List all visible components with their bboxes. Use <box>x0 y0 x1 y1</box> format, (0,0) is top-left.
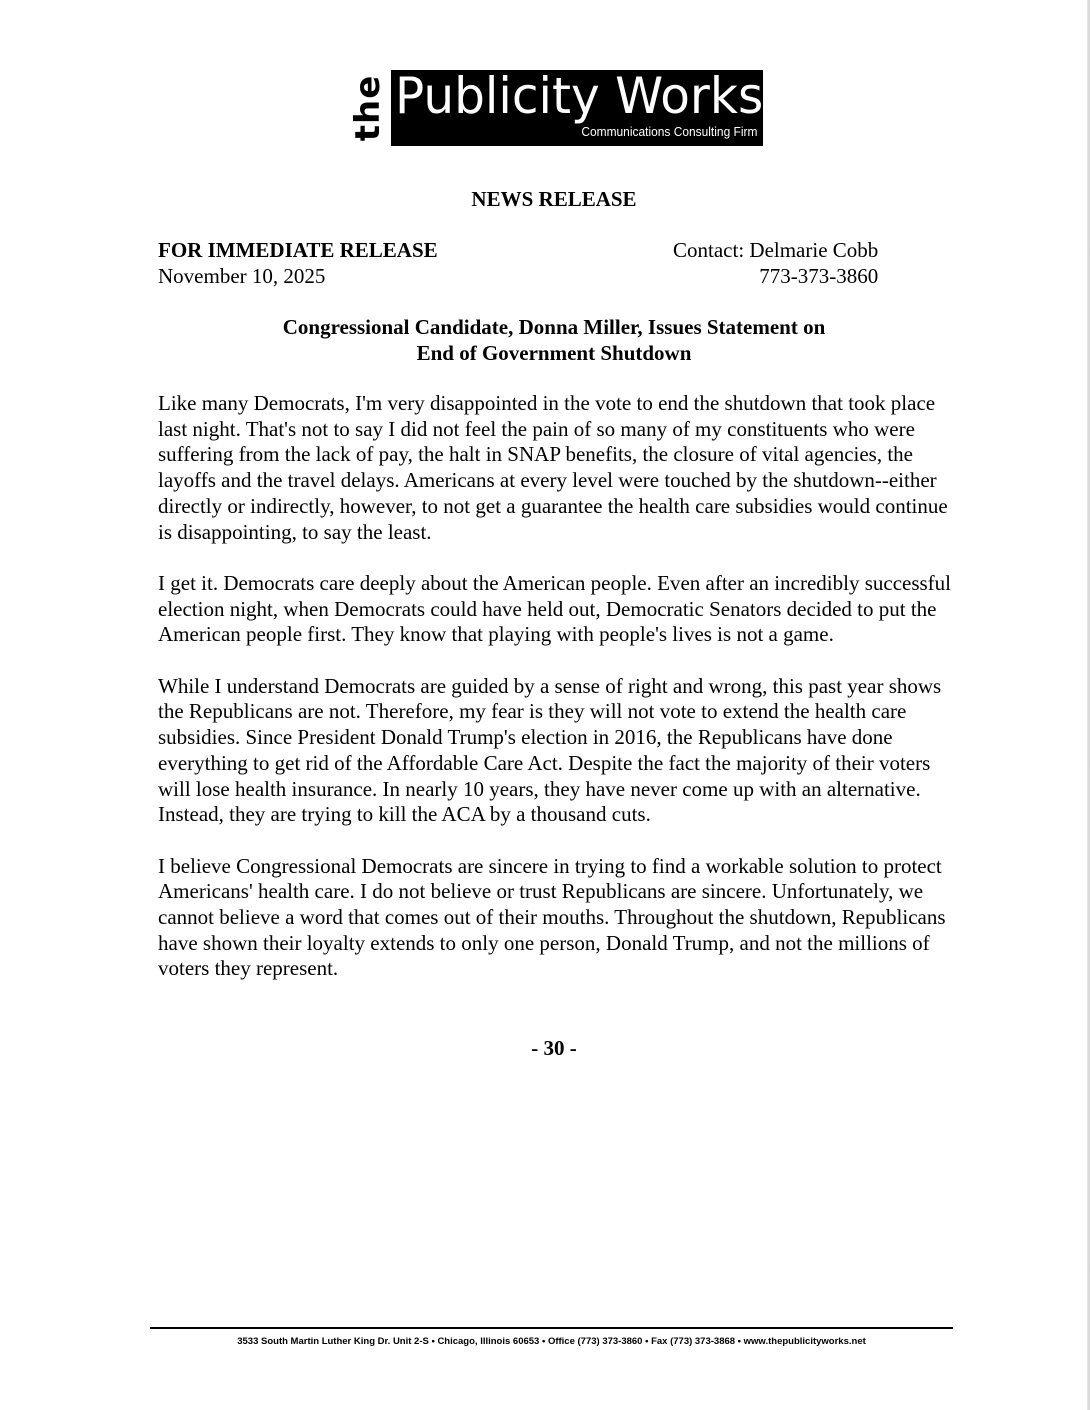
contact-label: Contact: Delmarie Cobb <box>673 238 879 262</box>
paragraph: While I understand Democrats are guided by a sense of right and wrong, this past year shows the Republicans are not. Therefore, my fear is they will not vote to extend the health care subsidies. Since President Donald Trump's election in 2016, the Republicans have done everything to get rid of the Affordable Care Act. Despite the fact the majority of their voters will lose health insurance. In nearly 10 years, they have never come up with an alternative. Instead, they are trying to kill the ACA by a thousand cuts. <box>158 673 942 827</box>
logo-tagline: Communications Consulting Firm <box>580 124 757 139</box>
logo-prefix: the <box>348 74 388 142</box>
logo-name: Publicity Works <box>395 67 764 125</box>
release-date: November 10, 2025 <box>158 264 326 288</box>
logo-prefix-block <box>345 70 391 146</box>
headline-line-2: End of Government Shutdown <box>416 341 692 365</box>
end-mark: - 30 - <box>531 1036 577 1060</box>
headline-line-1: Congressional Candidate, Donna Miller, Issues Statement on <box>282 315 826 339</box>
paragraph: I get it. Democrats care deeply about the American people. Even after an incredibly successful election night, when Democrats could have held out, Democratic Senators decided to put the American people first. They know that playing with people's lives is not a game. <box>158 570 952 647</box>
headline <box>0 314 1090 366</box>
document-type-heading: NEWS RELEASE <box>471 187 637 211</box>
logo-wordmark-box <box>391 67 764 146</box>
contact-block <box>673 237 878 289</box>
publicity-works-logo <box>345 67 764 146</box>
release-block <box>158 237 438 289</box>
statement-body <box>158 391 954 1008</box>
footer-divider <box>150 1327 953 1329</box>
release-label: FOR IMMEDIATE RELEASE <box>158 238 438 262</box>
footer-address: 3533 South Martin Luther King Dr. Unit 2-S • Chicago, Illinois 60653 • Office (773) 373-3860 • Fax (773) 373-3868 • www.thepublicityworks.net <box>237 1336 866 1347</box>
contact-phone: 773-373-3860 <box>759 264 879 288</box>
paragraph: I believe Congressional Democrats are sincere in trying to find a workable solution to protect Americans' health care. I do not believe or trust Republicans are sincere. Unfortunately, we cannot believe a word that comes out of their mouths. Throughout the shutdown, Republicans have shown their loyalty extends to only one person, Donald Trump, and not the millions of voters they represent. <box>158 853 946 981</box>
paragraph: Like many Democrats, I'm very disappointed in the vote to end the shutdown that took place last night. That's not to say I did not feel the pain of so many of my constituents who were suffering from the lack of pay, the halt in SNAP benefits, the closure of vital agencies, the layoffs and the travel delays. Americans at every level were touched by the shutdown--either directly or indirectly, however, to not get a guarantee the health care subsidies would continue is disappointing, to say the least. <box>158 391 948 544</box>
